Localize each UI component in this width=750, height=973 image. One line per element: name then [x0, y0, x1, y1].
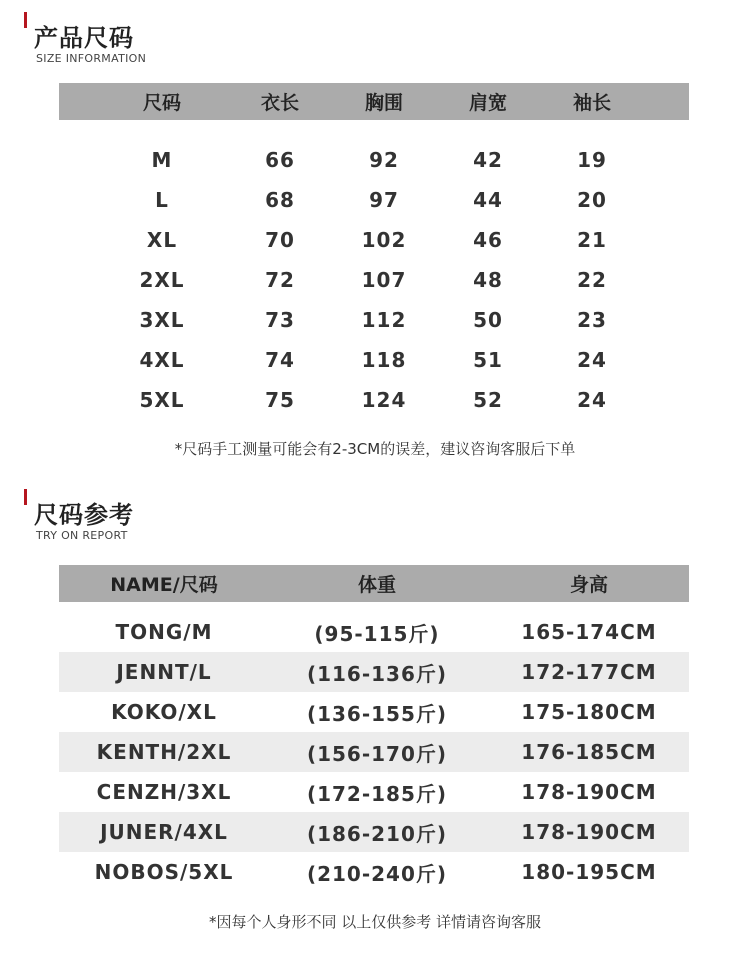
try-on-cell-name: JENNT/L [116, 660, 212, 684]
table-row [59, 380, 689, 420]
try-on-table-body [59, 612, 689, 892]
size-cell-length: 73 [265, 308, 295, 332]
table-row [59, 140, 689, 180]
accent-bar [24, 12, 27, 28]
size-cell-size: L [155, 188, 169, 212]
try-on-cell-height: 178-190CM [521, 780, 657, 804]
size-cell-size: XL [146, 228, 178, 252]
try-on-cell-name: KENTH/2XL [96, 740, 232, 764]
size-header-size: 尺码 [142, 92, 181, 114]
accent-bar [24, 489, 27, 505]
try-on-cell-weight: (156-170斤) [306, 741, 448, 766]
size-cell-chest: 102 [361, 228, 407, 252]
size-cell-shoulder: 46 [473, 228, 503, 252]
try-on-cell-height: 178-190CM [521, 820, 657, 844]
size-info-title: 产品尺码 [34, 24, 134, 52]
size-cell-chest: 97 [369, 188, 399, 212]
size-header-chest: 胸围 [364, 92, 403, 114]
size-cell-shoulder: 42 [473, 148, 503, 172]
size-cell-sleeve: 19 [577, 148, 607, 172]
table-row [59, 812, 689, 852]
table-row [59, 260, 689, 300]
table-row [59, 692, 689, 732]
size-header-sleeve: 袖长 [572, 92, 611, 114]
try-on-cell-weight: (95-115斤) [314, 621, 440, 646]
size-cell-size: M [151, 148, 173, 172]
try-on-title: 尺码参考 [34, 501, 134, 529]
size-info-heading [24, 12, 224, 68]
table-row [59, 180, 689, 220]
try-on-cell-name: NOBOS/5XL [94, 860, 234, 884]
table-row [59, 612, 689, 652]
table-row [59, 300, 689, 340]
try-on-heading [24, 489, 224, 545]
size-header-shoulder: 肩宽 [468, 92, 507, 114]
size-table-body [59, 140, 689, 420]
table-row [59, 340, 689, 380]
size-cell-length: 74 [265, 348, 295, 372]
try-on-cell-height: 165-174CM [521, 620, 657, 644]
size-cell-sleeve: 22 [577, 268, 607, 292]
try-on-note: *因每个人身形不同 以上仅供参考 详情请咨询客服 [208, 913, 542, 931]
try-on-cell-name: KOKO/XL [111, 700, 217, 724]
table-row [59, 652, 689, 692]
table-row [59, 852, 689, 892]
size-cell-size: 5XL [139, 388, 185, 412]
table-row [59, 732, 689, 772]
size-note: *尺码手工测量可能会有2-3CM的误差，建议咨询客服后下单 [174, 440, 576, 458]
try-on-cell-name: JUNER/4XL [100, 820, 228, 844]
size-cell-length: 72 [265, 268, 295, 292]
try-on-cell-height: 172-177CM [521, 660, 657, 684]
size-cell-size: 4XL [139, 348, 185, 372]
size-cell-shoulder: 52 [473, 388, 503, 412]
try-on-cell-height: 176-185CM [521, 740, 657, 764]
size-cell-sleeve: 20 [577, 188, 607, 212]
size-cell-sleeve: 21 [577, 228, 607, 252]
table-row [59, 220, 689, 260]
try-on-table-header [59, 565, 689, 602]
size-cell-length: 66 [265, 148, 295, 172]
size-cell-chest: 107 [361, 268, 407, 292]
try-on-cell-weight: (116-136斤) [306, 661, 448, 686]
table-row [59, 772, 689, 812]
try-on-cell-weight: (136-155斤) [306, 701, 448, 726]
try-on-header-height: 身高 [569, 574, 608, 596]
size-cell-chest: 118 [361, 348, 407, 372]
try-on-cell-weight: (172-185斤) [306, 781, 448, 806]
size-cell-length: 70 [265, 228, 295, 252]
try-on-cell-height: 175-180CM [521, 700, 657, 724]
size-cell-size: 2XL [139, 268, 185, 292]
size-cell-shoulder: 51 [473, 348, 503, 372]
try-on-cell-weight: (210-240斤) [306, 861, 448, 886]
size-table-header [59, 83, 689, 120]
size-cell-sleeve: 23 [577, 308, 607, 332]
size-cell-size: 3XL [139, 308, 185, 332]
size-cell-sleeve: 24 [577, 388, 607, 412]
size-cell-shoulder: 44 [473, 188, 503, 212]
try-on-cell-weight: (186-210斤) [306, 821, 448, 846]
size-info-subtitle: SIZE INFORMATION [36, 52, 147, 65]
size-cell-length: 68 [265, 188, 295, 212]
size-cell-shoulder: 50 [473, 308, 503, 332]
try-on-header-name: NAME/尺码 [110, 574, 218, 596]
try-on-cell-name: TONG/M [115, 620, 213, 644]
size-cell-shoulder: 48 [473, 268, 503, 292]
try-on-subtitle: TRY ON REPORT [36, 529, 128, 542]
size-header-length: 衣长 [260, 92, 299, 114]
size-cell-chest: 112 [361, 308, 407, 332]
size-cell-length: 75 [265, 388, 295, 412]
size-cell-sleeve: 24 [577, 348, 607, 372]
try-on-table [59, 565, 689, 895]
size-cell-chest: 124 [361, 388, 407, 412]
try-on-header-weight: 体重 [357, 574, 396, 596]
try-on-cell-height: 180-195CM [521, 860, 657, 884]
try-on-cell-name: CENZH/3XL [96, 780, 232, 804]
size-table [59, 83, 689, 423]
size-cell-chest: 92 [369, 148, 399, 172]
